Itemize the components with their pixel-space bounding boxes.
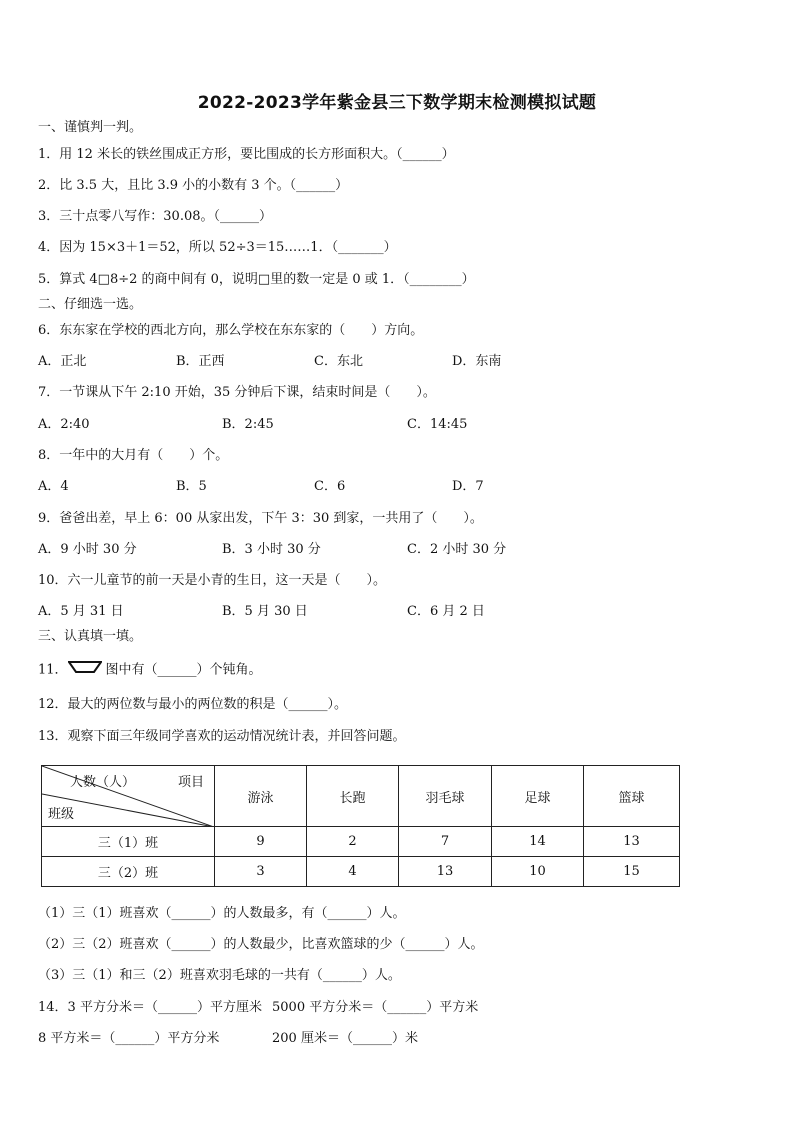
header-label-class: 班级 <box>48 807 75 822</box>
q9-option-b: B．3 小时 30 分 <box>222 542 321 557</box>
page-title: 2022-2023学年紫金县三下数学期末检测模拟试题 <box>197 93 597 113</box>
q10-option-c: C．6 月 2 日 <box>407 604 485 619</box>
q10-option-b: B．5 月 30 日 <box>222 604 308 619</box>
table-cell: 4 <box>307 857 399 887</box>
question-8: 8．一年中的大月有（ ）个。 <box>38 448 229 463</box>
question-1: 1．用 12 米长的铁丝围成正方形，要比围成的长方形面积大。（______） <box>38 147 455 162</box>
q6-option-a: A．正北 <box>38 354 87 369</box>
table-row <box>42 827 680 857</box>
section-heading-1: 一、谨慎判一判。 <box>38 120 143 135</box>
question-14-d: 200 厘米＝（______）米 <box>272 1031 418 1046</box>
table-header-row <box>42 766 680 827</box>
column-header: 足球 <box>492 766 584 827</box>
table-cell: 2 <box>307 827 399 857</box>
row-label: 三（1）班 <box>42 827 215 857</box>
question-10: 10．六一儿童节的前一天是小青的生日，这一天是（ ）。 <box>38 573 387 588</box>
q11-number: 11． <box>38 662 68 678</box>
column-header: 长跑 <box>307 766 399 827</box>
q8-option-d: D．7 <box>452 479 484 494</box>
column-header: 羽毛球 <box>399 766 492 827</box>
header-label-item: 项目 <box>178 775 205 790</box>
table-cell: 13 <box>399 857 492 887</box>
question-5: 5．算式 4□8÷2 的商中间有 0，说明□里的数一定是 0 或 1．（________） <box>38 272 475 287</box>
q9-option-a: A．9 小时 30 分 <box>38 542 137 557</box>
header-label-count: 人数（人） <box>70 775 136 790</box>
question-14-a: 14．3 平方分米＝（______）平方厘米 <box>38 1000 262 1015</box>
row-label: 三（2）班 <box>42 857 215 887</box>
q7-option-a: A．2:40 <box>38 417 90 432</box>
table-cell: 9 <box>215 827 307 857</box>
q8-option-c: C．6 <box>314 479 346 494</box>
q7-option-c: C．14:45 <box>407 417 468 432</box>
q10-option-a: A．5 月 31 日 <box>38 604 124 619</box>
column-header: 篮球 <box>584 766 680 827</box>
question-14-c: 8 平方米＝（______）平方分米 <box>38 1031 220 1046</box>
section-heading-3: 三、认真填一填。 <box>38 629 143 644</box>
table-cell: 13 <box>584 827 680 857</box>
question-6: 6．东东家在学校的西北方向，那么学校在东东家的（ ）方向。 <box>38 323 424 338</box>
table-row <box>42 857 680 887</box>
q6-option-c: C．东北 <box>314 354 363 369</box>
column-header: 游泳 <box>215 766 307 827</box>
question-2: 2．比 3.5 大，且比 3.9 小的小数有 3 个。（______） <box>38 178 349 193</box>
section-heading-2: 二、仔细选一选。 <box>38 297 143 312</box>
question-11 <box>38 660 262 680</box>
question-13-part-2: （2）三（2）班喜欢（______）的人数最少，比喜欢篮球的少（______）人。 <box>38 937 484 952</box>
table-cell: 3 <box>215 857 307 887</box>
q6-option-b: B．正西 <box>176 354 225 369</box>
table-cell: 14 <box>492 827 584 857</box>
q8-option-a: A．4 <box>38 479 69 494</box>
question-7: 7．一节课从下午 2:10 开始，35 分钟后下课，结束时间是（ ）。 <box>38 385 436 400</box>
trapezoid-figure-icon <box>68 660 102 680</box>
q6-option-d: D．东南 <box>452 354 502 369</box>
diagonal-header-cell <box>42 766 215 827</box>
question-13-part-3: （3）三（1）和三（2）班喜欢羽毛球的一共有（______）人。 <box>38 968 401 983</box>
q7-option-b: B．2:45 <box>222 417 274 432</box>
question-13-part-1: （1）三（1）班喜欢（______）的人数最多，有（______）人。 <box>38 906 406 921</box>
question-9: 9．爸爸出差，早上 6：00 从家出发，下午 3：30 到家，一共用了（ ）。 <box>38 511 483 526</box>
q11-text: 图中有（______）个钝角。 <box>105 662 262 678</box>
question-3: 3．三十点零八写作：30.08。（______） <box>38 209 272 224</box>
question-4: 4．因为 15×3＋1＝52，所以 52÷3＝15……1．（_______） <box>38 240 397 255</box>
question-13: 13．观察下面三年级同学喜欢的运动情况统计表，并回答问题。 <box>38 729 406 744</box>
table-cell: 10 <box>492 857 584 887</box>
question-12: 12．最大的两位数与最小的两位数的积是（______）。 <box>38 697 348 712</box>
q8-option-b: B．5 <box>176 479 207 494</box>
question-14-b: 5000 平方分米＝（______）平方米 <box>272 1000 479 1015</box>
q9-option-c: C．2 小时 30 分 <box>407 542 507 557</box>
table-cell: 7 <box>399 827 492 857</box>
table-cell: 15 <box>584 857 680 887</box>
sports-statistics-table <box>41 765 680 887</box>
